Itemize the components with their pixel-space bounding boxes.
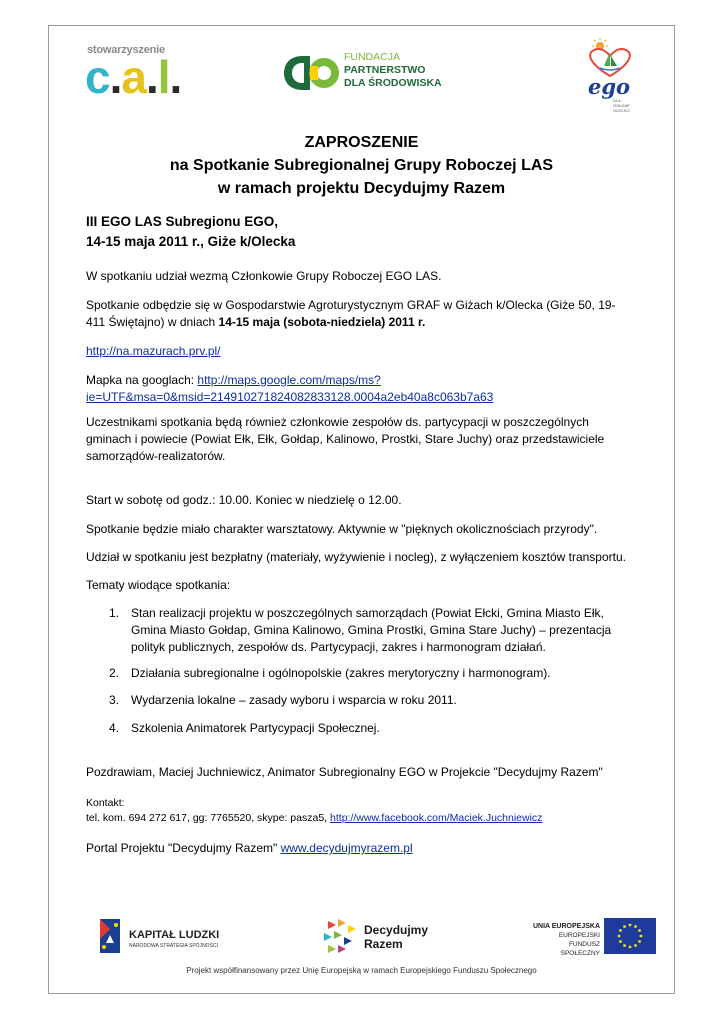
topic-4-number: 4. [109, 721, 120, 735]
map-link-part-1[interactable]: http://maps.google.com/maps/ms? [197, 373, 381, 387]
map-label: Mapka na googlach: [86, 373, 198, 387]
eu-flag-icon [604, 918, 656, 954]
cal-logo-caption: stowarzyszenie [87, 44, 165, 56]
eu-star [618, 935, 621, 938]
paragraph-workshop: Spotkanie będzie miało charakter warsztatowy. Aktywnie w "pięknych okolicznościach przyrody". [86, 522, 598, 536]
eu-text [528, 922, 600, 958]
venue-dates: 14-15 maja (sobota-niedziela) 2011 r. [218, 315, 426, 329]
cal-dot-1: . [109, 51, 122, 103]
cal-logo [85, 44, 200, 103]
paragraph-attendees-3: samorządów-realizatorów. [86, 449, 226, 463]
cal-letter-l: l [157, 51, 170, 103]
eu-star [634, 925, 637, 928]
ego-caption-2: GOŁDAP [613, 103, 630, 108]
fpds-line-3: DLA ŚRODOWISKA [344, 77, 442, 89]
kapital-ludzki-subtitle: NARODOWA STRATEGIA SPÓJNOŚCI [129, 943, 218, 949]
eu-line-2: EUROPEJSKI [558, 932, 600, 939]
eu-line-1: UNIA EUROPEJSKA [532, 923, 600, 930]
kapital-ludzki-title: KAPITAŁ LUDZKI [129, 929, 220, 941]
eu-star [619, 929, 622, 932]
kapital-ludzki-logo [96, 915, 226, 959]
portal-text: Portal Projektu "Decydujmy Razem" [86, 841, 281, 855]
eu-star [623, 944, 626, 947]
portal-row [86, 840, 413, 858]
ego-caption [613, 98, 630, 113]
kapital-ludzki-icon [96, 915, 124, 957]
map-row-2 [86, 389, 493, 407]
cal-letter-a: a [121, 51, 146, 103]
fpds-logo-text [344, 51, 442, 90]
venue-address: 411 Świętajno) w dniach [86, 315, 219, 329]
paragraph-venue-1: Spotkanie odbędzie się w Gospodarstwie Agroturystycznym GRAF w Giżach k/Olecka (Giże 50, 19- [86, 298, 616, 312]
eu-logo [528, 918, 658, 958]
topic-1-line-2: Gmina Miasto Gołdap, Gmina Kalinowo, Gmina Prostki, Gmina Stare Juchy) – prezentacja [131, 623, 612, 637]
eu-star [619, 940, 622, 943]
ego-wordmark: ego [588, 74, 631, 99]
eu-star [640, 935, 643, 938]
ego-heart-icon [580, 38, 640, 78]
closing-regards: Pozdrawiam, Maciej Juchniewicz, Animator Subregionalny EGO w Projekcie "Decydujmy Razem" [86, 765, 603, 779]
paragraph-venue-2 [86, 314, 425, 332]
ego-caption-3: OLECKO [613, 108, 630, 113]
fpds-line-1: FUNDACJA [344, 51, 401, 63]
ego-logo [580, 38, 640, 118]
topic-1-number: 1. [109, 606, 120, 620]
title-line-3: w ramach projektu Decydujmy Razem [217, 180, 506, 197]
decydujmy-razem-text [364, 923, 428, 951]
cal-dot-2: . [145, 51, 158, 103]
subtitle-line-2: 14-15 maja 2011 r., Giże k/Olecka [86, 234, 296, 249]
fpds-leaf-icon [282, 54, 340, 92]
subtitle-line-1: III EGO LAS Subregionu EGO, [86, 214, 279, 229]
eu-line-3: FUNDUSZ SPOŁECZNY [560, 941, 600, 957]
decydujmy-razem-logo [320, 917, 440, 959]
fpds-line-2: PARTNERSTWO [344, 64, 426, 76]
contact-row [86, 810, 542, 826]
footer-cofinancing-note: Projekt współfinansowany przez Unię Europejską w ramach Europejskiego Funduszu Społecznego [186, 966, 537, 975]
topic-2-text: Działania subregionalne i ogólnopolskie (zakres merytoryczny i harmonogram). [131, 666, 551, 680]
title-line-1: ZAPROSZENIE [304, 134, 419, 151]
topic-1-line-3: polityk publicznych, zespołów ds. Partycypacji, zakres i harmonogram działań. [131, 640, 546, 654]
map-row-1 [86, 372, 381, 390]
eu-star [629, 924, 632, 927]
topic-1-line-1: Stan realizacji projektu w poszczególnych samorządach (Powiat Ełcki, Gmina Miasto Ełk, [131, 606, 604, 620]
fpds-logo [282, 50, 462, 95]
eu-star [634, 944, 637, 947]
cal-logo-wordmark [85, 52, 181, 102]
contact-text: tel. kom. 694 272 617, gg: 7765520, skype: pasza5, [86, 812, 331, 824]
map-link-part-2[interactable]: ie=UTF&msa=0&msid=214910271824082833128.0004a2eb40a8c063b7a63 [86, 390, 494, 404]
paragraph-participants: W spotkaniu udział wezmą Członkowie Grupy Roboczej EGO LAS. [86, 269, 442, 283]
decydujmy-razem-icon [320, 917, 360, 957]
topic-3-text: Wydarzenia lokalne – zasady wyboru i wsparcia w roku 2011. [131, 693, 457, 707]
cal-dot-3: . [169, 51, 182, 103]
title-line-2: na Spotkanie Subregionalnej Grupy Roboczej LAS [169, 157, 554, 174]
topic-3-number: 3. [109, 693, 120, 707]
paragraph-topics-heading: Tematy wiodące spotkania: [86, 578, 231, 592]
link-na-mazurach[interactable]: http://na.mazurach.prv.pl/ [86, 344, 221, 358]
contact-label: Kontakt: [86, 797, 125, 809]
link-na-mazurach-row [86, 343, 221, 361]
eu-star [638, 929, 641, 932]
facebook-link[interactable]: http://www.facebook.com/Maciek.Juchniewicz [330, 812, 543, 824]
paragraph-schedule: Start w sobotę od godz.: 10.00. Koniec w niedzielę o 12.00. [86, 493, 402, 507]
paragraph-attendees-1: Uczestnikami spotkania będą również członkowie zespołów ds. partycypacji w poszczególnych [86, 415, 589, 429]
eu-star [638, 940, 641, 943]
paragraph-cost: Udział w spotkaniu jest bezpłatny (materiały, wyżywienie i nocleg), z wyłączeniem kosztów transportu. [86, 550, 626, 564]
topic-4-text: Szkolenia Animatorek Partycypacji Społecznej. [131, 721, 380, 735]
cal-letter-c: c [85, 51, 110, 103]
paragraph-attendees-2: gminach i powiecie (Powiat Ełk, Ełk, Gołdap, Kalinowo, Prostki, Stare Juchy) oraz przedstawiciele [86, 432, 605, 446]
eu-star [629, 946, 632, 949]
razem-word: Razem [364, 937, 403, 951]
portal-link[interactable]: www.decydujmyrazem.pl [280, 841, 413, 855]
ego-caption-1: DLA [613, 98, 621, 103]
eu-star [623, 925, 626, 928]
decydujmy-word: Decydujmy [364, 923, 429, 937]
topic-2-number: 2. [109, 666, 120, 680]
